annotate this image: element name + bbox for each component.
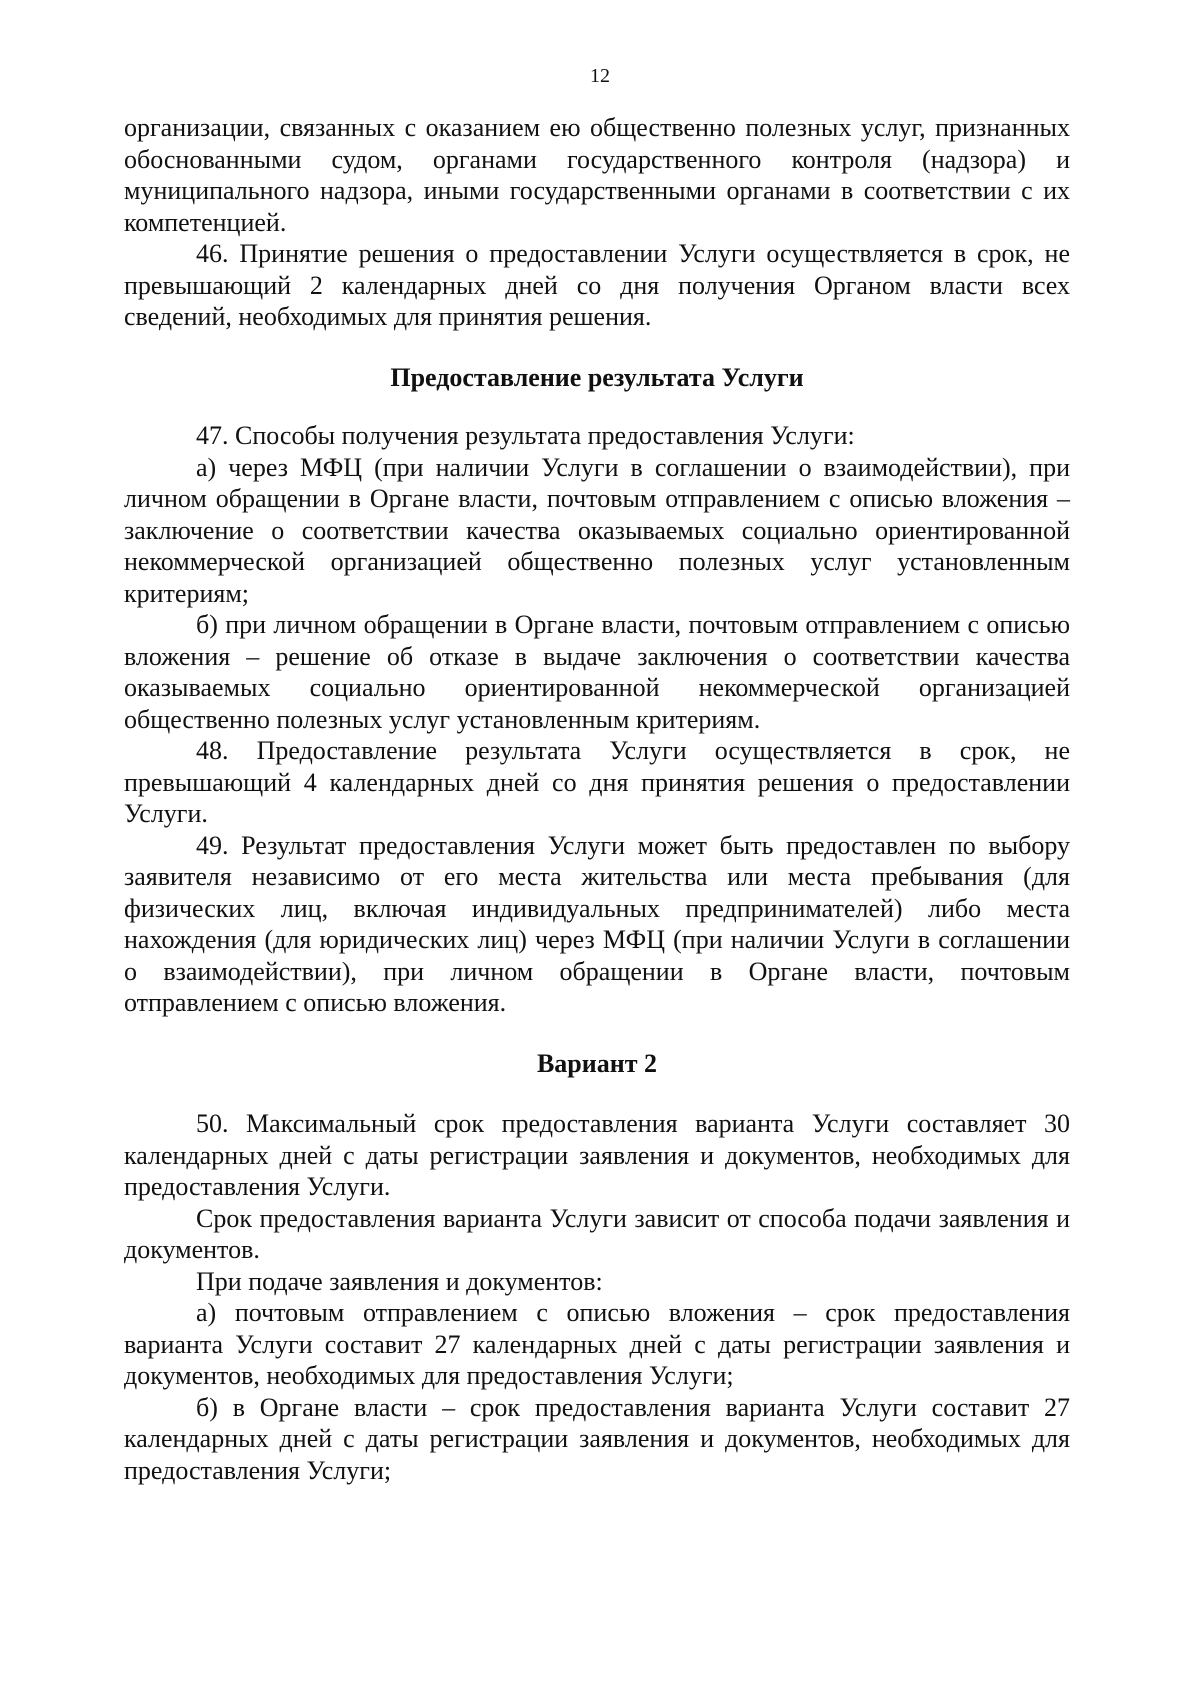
paragraph-50-a: а) почтовым отправлением с описью вложения – срок предоставления варианта Услуги составит 27 календарных дней с даты регистрации заявления и документов, необходимых для предоставления Услуги;: [124, 1298, 1070, 1390]
paragraph-48: 48. Предоставление результата Услуги осуществляется в срок, не превышающий 4 календарных дней со дня принятия решения о предоставлении Услуги.: [124, 736, 1070, 828]
paragraph-term-depends: Срок предоставления варианта Услуги зависит от способа подачи заявления и документов.: [124, 1203, 1070, 1264]
paragraph-47-b: б) при личном обращении в Органе власти, почтовым отправлением с описью вложения – решение об отказе в выдаче заключения о соответствии качества оказываемых социально ориентированной некоммерческой организацией общественно полезных услуг установленным критериям.: [124, 610, 1070, 734]
paragraph-continuation: организации, связанных с оказанием ею общественно полезных услуг, признанных обоснованными судом, органами государственного контроля (надзора) и муниципального надзора, иными государственными органами в соответствии с их компетенцией.: [124, 113, 1070, 237]
page-number: 12: [590, 65, 610, 87]
document-body: [124, 112, 1070, 1486]
section-heading-variant-2: Вариант 2: [536, 1048, 658, 1078]
section-heading-result: Предоставление результата Услуги: [390, 362, 804, 392]
paragraph-50: 50. Максимальный срок предоставления варианта Услуги составляет 30 календарных дней с даты регистрации заявления и документов, необходимых для предоставления Услуги.: [124, 1109, 1070, 1201]
paragraph-47: 47. Способы получения результата предоставления Услуги:: [196, 421, 855, 450]
paragraph-49: 49. Результат предоставления Услуги может быть предоставлен по выбору заявителя независимо от его места жительства или места пребывания (для физических лиц, включая индивидуальных предпринимателей) либо места нахождения (для юридических лиц) через МФЦ (при наличии Услуги в соглашении о взаимодействии), при личном обращении в Органе власти, почтовым отправлением с описью вложения.: [124, 830, 1070, 1017]
paragraph-46: 46. Принятие решения о предоставлении Услуги осуществляется в срок, не превышающий 2 календарных дней со дня получения Органом власти всех сведений, необходимых для принятия решения.: [124, 239, 1070, 331]
paragraph-submission-intro: При подаче заявления и документов:: [196, 1266, 603, 1296]
paragraph-47-a: а) через МФЦ (при наличии Услуги в соглашении о взаимодействии), при личном обращении в Органе власти, почтовым отправлением с описью вложения – заключение о соответствии качества оказываемых социально ориентированной некоммерческой организацией общественно полезных услуг установленным критериям;: [124, 452, 1070, 608]
paragraph-50-b: б) в Органе власти – срок предоставления варианта Услуги составит 27 календарных дней с даты регистрации заявления и документов, необходимых для предоставления Услуги;: [124, 1392, 1070, 1485]
